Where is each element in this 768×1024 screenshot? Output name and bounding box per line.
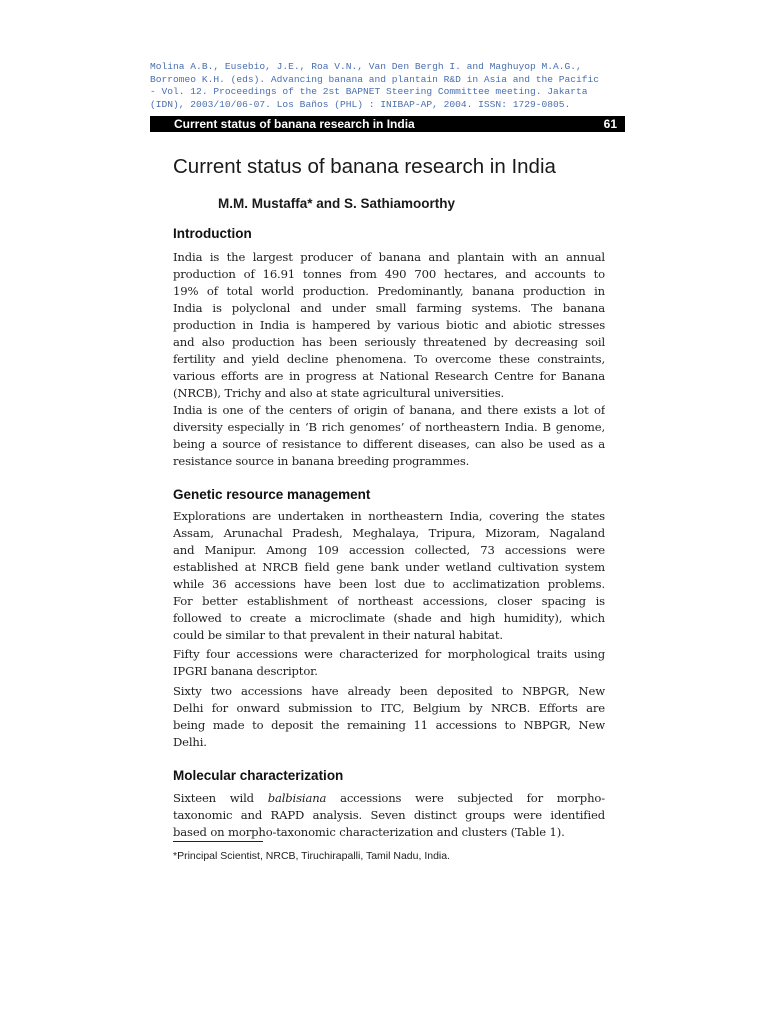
page-number: 61 bbox=[603, 117, 617, 131]
paragraph bbox=[173, 790, 605, 841]
text-line: being a source of resistance to different diseases, can also be used as a bbox=[173, 437, 605, 451]
citation-line: (IDN), 2003/10/06-07. Los Baños (PHL) : INIBAP-AP, 2004. ISSN: 1729-0805. bbox=[150, 98, 571, 110]
text-line: For better establishment of northeast accessions, closer spacing is bbox=[173, 594, 605, 608]
running-header bbox=[150, 116, 625, 132]
text-line: and also production has been seriously threatened by decreasing soil bbox=[173, 335, 605, 349]
text-line: Assam, Arunachal Pradesh, Meghalaya, Tripura, Mizoram, Nagaland bbox=[173, 526, 605, 540]
article-authors: M.M. Mustaffa* and S. Sathiamoorthy bbox=[218, 196, 456, 211]
text-line: while 36 accessions have been lost due to acclimatization problems. bbox=[173, 577, 605, 591]
text-line: production of 16.91 tonnes from 490 700 hectares, and accounts to bbox=[173, 267, 605, 281]
text-line: and Manipur. Among 109 accession collected, 73 accessions were bbox=[173, 543, 605, 557]
text-line: established at NRCB field gene bank under wetland cultivation system bbox=[173, 560, 605, 574]
text-line bbox=[173, 790, 605, 807]
paragraph bbox=[173, 646, 605, 680]
text-line: being made to deposit the remaining 11 accessions to NBPGR, New bbox=[173, 718, 605, 732]
citation-line: Borromeo K.H. (eds). Advancing banana and plantain R&D in Asia and the Pacific bbox=[150, 73, 600, 85]
footnote: *Principal Scientist, NRCB, Tiruchirapalli, Tamil Nadu, India. bbox=[173, 850, 450, 862]
paragraph bbox=[173, 249, 605, 402]
section-heading-genetic-resource: Genetic resource management bbox=[173, 487, 371, 502]
citation-line: - Vol. 12. Proceedings of the 2st BAPNET Steering Committee meeting. Jakarta bbox=[150, 86, 588, 98]
text-line: production in India is hampered by various biotic and abiotic stresses bbox=[173, 318, 605, 332]
text-line: India is the largest producer of banana and plantain with an annual bbox=[173, 250, 605, 264]
text-line: taxonomic and RAPD analysis. Seven distinct groups were identified bbox=[173, 808, 605, 822]
text-line: various efforts are in progress at National Research Centre for Banana bbox=[173, 369, 605, 383]
article-title: Current status of banana research in India bbox=[173, 155, 556, 178]
text-line: India is one of the centers of origin of banana, and there exists a lot of bbox=[173, 403, 605, 417]
paragraph bbox=[173, 683, 605, 751]
citation-block bbox=[150, 61, 620, 111]
text-line: diversity especially in ‘B rich genomes’ of northeastern India. B genome, bbox=[173, 420, 605, 434]
text-line: (NRCB), Trichy and also at state agricultural universities. bbox=[173, 386, 505, 400]
text-line: Delhi for onward submission to ITC, Belgium by NRCB. Efforts are bbox=[173, 701, 605, 715]
section-heading-introduction: Introduction bbox=[173, 226, 252, 241]
text-line: followed to create a microclimate (shade and high humidity), which bbox=[173, 611, 605, 625]
citation-line: Molina A.B., Eusebio, J.E., Roa V.N., Van Den Bergh I. and Maghuyop M.A.G., bbox=[150, 61, 582, 72]
text-line: Explorations are undertaken in northeastern India, covering the states bbox=[173, 509, 605, 523]
section-heading-molecular: Molecular characterization bbox=[173, 768, 344, 783]
species-name: balbisiana bbox=[267, 791, 327, 805]
footnote-rule bbox=[173, 841, 263, 842]
text-line: Delhi. bbox=[173, 735, 207, 749]
text-line: based on morpho-taxonomic characterization and clusters (Table 1). bbox=[173, 825, 565, 839]
text-run: Sixteen wild bbox=[173, 791, 268, 805]
text-line: resistance source in banana breeding programmes. bbox=[173, 454, 470, 468]
text-line: Sixty two accessions have already been deposited to NBPGR, New bbox=[173, 684, 605, 698]
text-line: fertility and yield decline phenomena. To overcome these constraints, bbox=[173, 352, 605, 366]
text-line: IPGRI banana descriptor. bbox=[173, 664, 318, 678]
paragraph bbox=[173, 508, 605, 644]
text-line: India is polyclonal and under small farming systems. The banana bbox=[173, 301, 605, 315]
paragraph bbox=[173, 402, 605, 470]
running-header-title: Current status of banana research in India bbox=[174, 117, 415, 131]
text-line: Fifty four accessions were characterized for morphological traits using bbox=[173, 647, 605, 661]
text-line: could be similar to that prevalent in their natural habitat. bbox=[173, 628, 503, 642]
text-line: 19% of total world production. Predominantly, banana production in bbox=[173, 284, 605, 298]
text-run: accessions were subjected for morpho- bbox=[326, 791, 605, 805]
